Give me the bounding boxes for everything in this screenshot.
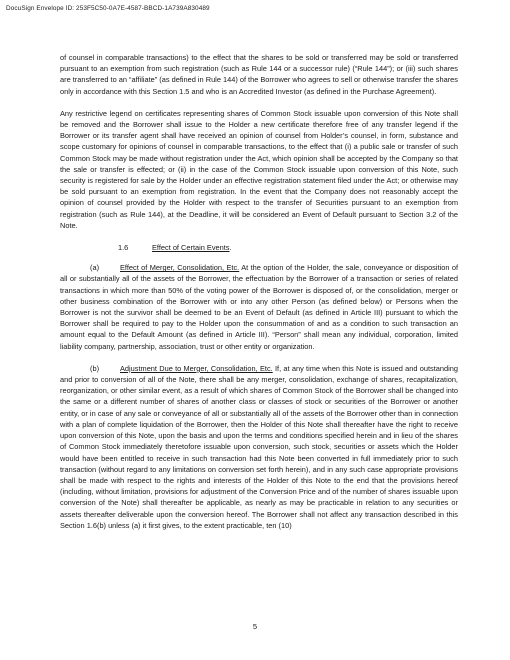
envelope-id: DocuSign Envelope ID: 253F5C50-0A7E-4587-BBCD-1A739A830489: [6, 5, 210, 12]
page-number: 5: [252, 622, 258, 631]
section-title: Effect of Certain Events: [152, 243, 230, 253]
subsection-b: [60, 363, 458, 531]
paragraph-legend-removal: Any restrictive legend on certificates representing shares of Common Stock issuable upon conversion of this Note shall be removed and the Borrower shall issue to the Holder a new certificate therefore free of any transfer legend if the Borrower or its transfer agent shall have received an opinion of counsel from Holder’s counsel, in form, substance and scope customary for opinions of counsel in comparable transactions, to the effect that (i) a public sale or transfer of such Common Stock may be made without registration under the Act, which opinion shall be accepted by the Company so that the sale or transfer is effected; or (ii) in the case of the Common Stock issuable upon conversion of this Note, such security is registered for sale by the Holder under an effective registration statement filed under the Act; or otherwise may be sold pursuant to an exemption from registration. In the event that the Company does not reasonably accept the opinion of counsel provided by the Holder with respect to the transfer of Securities pursuant to an exemption from registration (such as Rule 144), at the Deadline, it will be considered an Event of Default pursuant to Section 3.2 of the Note.: [60, 108, 458, 230]
subsection-a-letter: (a): [90, 263, 100, 273]
paragraph-continuation: of counsel in comparable transactions) to the effect that the shares to be sold or transferred may be sold or transferred pursuant to an exemption from such registration (such as Rule 144 or a successor rule) (“Rule 144”); or (iii) such shares are transferred to an “affiliate” (as defined in Rule 144) of the Borrower who agrees to sell or otherwise transfer the shares only in accordance with this Section 1.5 and who is an Accredited Investor (as defined in the Purchase Agreement).: [60, 53, 458, 96]
section-heading: 1.6 Effect of Certain Events.: [60, 242, 458, 253]
section-number: 1.6: [118, 243, 129, 253]
subsection-b-title: Adjustment Due to Merger, Consolidation, Etc.: [120, 363, 273, 373]
subsection-a-body: At the option of the Holder, the sale, conveyance or disposition of all or substantially all of the assets of the Borrower, the effectuation by the Borrower of a transaction or series of related transactions in which more than 50% of the voting power of the Borrower is disposed of, or the consolidation, merger or other business combination of the Borrower with or into any other Person (as defined below) or Persons when the Borrower is not the survivor shall be deemed to be an Event of Default (as defined in Article III) pursuant to which the Borrower shall be required to pay to the Holder upon the consummation of and as a condition to such transaction an amount equal to the Default Amount (as defined in Article III). “Person” shall mean any individual, corporation, limited liability company, partnership, association, trust or other entity or organization.: [60, 263, 459, 351]
subsection-b-body: If, at any time when this Note is issued and outstanding and prior to conversion of all of the Note, there shall be any merger, consolidation, exchange of shares, recapitalization, reorganization, or other similar event, as a result of which shares of Common Stock of the Borrower shall be changed into the same or a different number of shares of another class or classes of stock or securities of the Borrower or another entity, or in case of any sale or conveyance of all or substantially all of the assets of the Borrower other than in connection with a plan of complete liquidation of the Borrower, then the Holder of this Note shall thereafter have the right to receive upon conversion of this Note, upon the basis and upon the terms and conditions specified herein and in lieu of the shares of Common Stock immediately theretofore issuable upon conversion, such stock, securities or assets which the Holder would have been entitled to receive in such transaction had this Note been converted in full immediately prior to such transaction (without regard to any limitations on conversion set forth herein), and in any such case appropriate provisions shall be made with respect to the rights and interests of the Holder of this Note to the end that the provisions hereof (including, without limitation, provisions for adjustment of the Conversion Price and of the number of shares issuable upon conversion of the Note) shall thereafter be applicable, as nearly as may be practicable in relation to any securities or assets thereafter deliverable upon the conversion hereof. The Borrower shall not affect any transaction described in this Section 1.6(b) unless (a) it first gives, to the extent practicable, ten (10): [60, 363, 458, 530]
subsection-a: [60, 262, 458, 352]
subsection-a-title: Effect of Merger, Consolidation, Etc.: [120, 263, 240, 273]
document-body: [60, 52, 458, 542]
subsection-b-letter: (b): [90, 363, 100, 373]
